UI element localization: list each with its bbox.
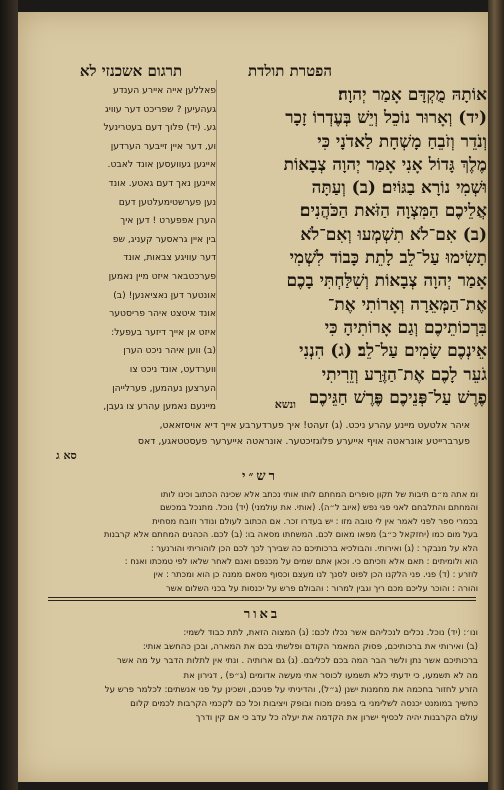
signature-mark: סא ג (56, 449, 77, 462)
main-line: מֶלֶךְ גָּדוֹל אָנִי אָמַר יְהוָה צְבָאוֹת (283, 154, 487, 175)
targum-continuation (50, 418, 470, 449)
biur-line: עולם הקרבנות יהיה לכסיף ישרון את הקדמה את יעלה כל עדב כי אם קין ודרך (195, 713, 478, 724)
rashi-line: והמחתם והתלבחם לאני פגי נפש (איוב ל״ה). (אותי. את עולמני) (יד) נוכל. מתנכל במכשם (160, 502, 478, 513)
main-line: אוֹתָהּ מֻקְדָּם אָמַר יְהוָה׃ (338, 85, 487, 105)
main-line: בִּרְכוֹתֵיכֶם וְגַם אָרוֹתִיהָ כִּי (324, 317, 487, 338)
main-line: וְנֹדֵר וְזֹבֵחַ מָשְׁחָת לַאדֹנָי כִּי (317, 131, 487, 152)
biur-line: כחשיך במומנט יכנסה לשלימני בי בפנים מכוח ובופק ויציבות וכל כם לקכמי הקרבות לכמים קלום (130, 699, 478, 710)
targum-line: הערצען נעהמען, פערלייהן (112, 382, 216, 394)
targum-line: ווערדעט, אונד ניכט צו (129, 363, 216, 375)
catchword: ונשא (274, 398, 296, 411)
rashi-heading: רש״י (242, 469, 278, 484)
rashi-line: לוזרע : (ד) פני. פני הלקנו הכן לפוט לסנך לנו מעצם וכסוף מסאם ממנה כן הוא ומכתר : אין (153, 569, 478, 580)
biur-heading: באור (243, 607, 281, 622)
main-hebrew-column (225, 84, 487, 410)
main-line: אֶת־הַמְּאֵרָה וְאָרוֹתִי אֶת־ (327, 294, 487, 315)
page-header-title: הפטרת תולדת (248, 62, 332, 80)
targum-continuation-line: איהר אלטעט מיינע עהרע ניכט. (ג) זעהט! איך פערדערבע אייך דיא אויסזאאט, (159, 420, 470, 431)
main-line: פֶרֶשׁ עַל־פְּנֵיכֶם פֶּרֶשׁ חַגֵּיכֶם (308, 387, 487, 408)
rashi-line: בעל מום כמו (יחזקאל כ״ב) מפאו מאום לכם. המשחתו מסאה בו: (ב) לכם. הכהנים המחתם אלא קרבנות (103, 529, 478, 540)
rashi-line: והורה : והוכר עליכם מכם ריך וגבין למרור : והבולם פרש על יכנסות על בכני השלום אשר (166, 582, 478, 593)
targum-line: מיינעם נאמען עהרע צו געבן, (103, 401, 216, 413)
biur-line: (ב) ואירותי את ברכותיכם, פסוק המאמר הקודם ופלשתי בכם את המארה, ובכן כהחשב אותי: (142, 642, 478, 653)
column-divider (216, 80, 217, 400)
main-line: וּשְׁמִי נוֹרָא בַגּוֹיִם׃ (ב) וְעַתָּה (311, 178, 487, 199)
targum-line: פערכטבאר איזט מיין נאמען (108, 270, 216, 282)
targum-line: געהעיען ? שפריכט דער עוויג (104, 103, 216, 115)
rashi-line: הלא על מנבקר : (ג) ואירותי. והבולכיא ברכותיכם כה שבירך לכך לכם הכן לוהוריתי והורנער : (150, 542, 478, 553)
targum-line: וע, דער איין זייבער הערדען (110, 140, 216, 152)
targum-line: (ב) ווען איהר ניכט הערן (123, 345, 216, 357)
targum-continuation-line: פערברייטע אונראטה אויף אייערע פלוגזיכטער. אונראטה אייערער פעסטטאגע, דאס (137, 435, 470, 447)
targum-line: אייגען נאך דעם גאטע. אונד (108, 177, 216, 189)
main-line: תָשִׂימוּ עַל־לֵב לָתֵת כָּבוֹד לִשְׁמִי (289, 248, 487, 269)
biur-line: מה לא תשמעו, כי ידעתי כלא תשמעו לכוסר אתי מעשה אדומים (ג״פ) , דגירון את (183, 670, 478, 681)
targum-line: איזט אן אייך דיזער בעפעל: (111, 326, 216, 338)
rashi-line: הוא ולומיתים : תאם אלא וזכיתם כי. וכאן אתם שמים על מכנפם ואנם לאחר שלאו לפי טמכתו ואנח : (124, 556, 478, 567)
targum-line: פאללען אייה איירע הענדע (113, 85, 216, 96)
targum-line: אונטער דען נאציאנען! (ב) (113, 289, 216, 301)
main-line: גֹעֵר לָכֶם אֶת־הַזֶּרַע וְזֵרִיתִי (321, 364, 487, 385)
main-line: אֲלֵיכֶם הַמִּצְוָה הַזֹּאת הַכֹּהֲנִים׃ (299, 201, 487, 222)
biur-line: ברכותיכם אשר נתן ולשר הבר המה בכם לכליבם. (ג) גם ארותיה . ונתי אין לתלות הדבר על מה אשר (117, 656, 478, 667)
rashi-line: בכמרי ספר לפני לאמר אין לי טובה מזו : יש בעדרו זכר. אם הכתוב לעולם ונודר וזובח מסחית (152, 515, 478, 526)
book-spine-right (488, 0, 504, 790)
targum-line: דער עוויגע צבאות, אונד (123, 252, 216, 264)
targum-line: בין איין גראסער קעניג, שפ (112, 233, 216, 245)
section-divider (48, 597, 476, 598)
targum-line: נען פערשטימעלטען דעם (118, 196, 216, 208)
targum-line: גע. (יד) פלוך דעם בעטרינעל (103, 122, 216, 134)
targum-header-title: תרגום אשכנזי לא (79, 62, 183, 80)
targum-line: הערן אפפערט ! דען איך (120, 215, 216, 227)
book-binding-left (0, 0, 18, 790)
rashi-line: ומ אתה מ״ם תיבות של תקון סופרים המחתם לותו אותי נכתב אלא שכינה הכתוב וכינו לותו (160, 489, 478, 499)
main-line: (ב) אִם־לֹא תִשְׁמְעוּ וְאִם־לֹא (300, 224, 487, 245)
section-divider (48, 600, 476, 601)
biur-commentary (48, 626, 478, 725)
biur-line: הזרע לחזור בחכמה את מחמנות ישנן (ג״ל), והדיניתי על פניכם, ושכינן על פני אנשתים: לכלמר פרש על (104, 684, 478, 695)
targum-column (50, 82, 216, 417)
targum-line: אייגען געוועסען אונד לאבט. (107, 159, 216, 171)
main-line: (יד) וְאָרוּר נוֹכֵל וְיֵשׁ בְּעֶדְרוֹ זָכָר (285, 108, 487, 129)
main-line: אֵינְכֶם שָׂמִים עַל־לֵב׃ (ג) הִנְנִי (299, 341, 487, 362)
main-line: אָמַר יְהוָה צְבָאוֹת וְשִׁלַּחְתִּי בָכֶם (286, 271, 487, 292)
rashi-commentary (48, 488, 478, 595)
targum-line: אונד איטצט איהר פריסטער (109, 308, 216, 320)
biur-line: ונו׳: (יד) נוכל. נכלים לנכליהם אשר נכלו לכם: (ג) המצוה הזאת, לתת כבוד לשמי: (183, 628, 478, 638)
